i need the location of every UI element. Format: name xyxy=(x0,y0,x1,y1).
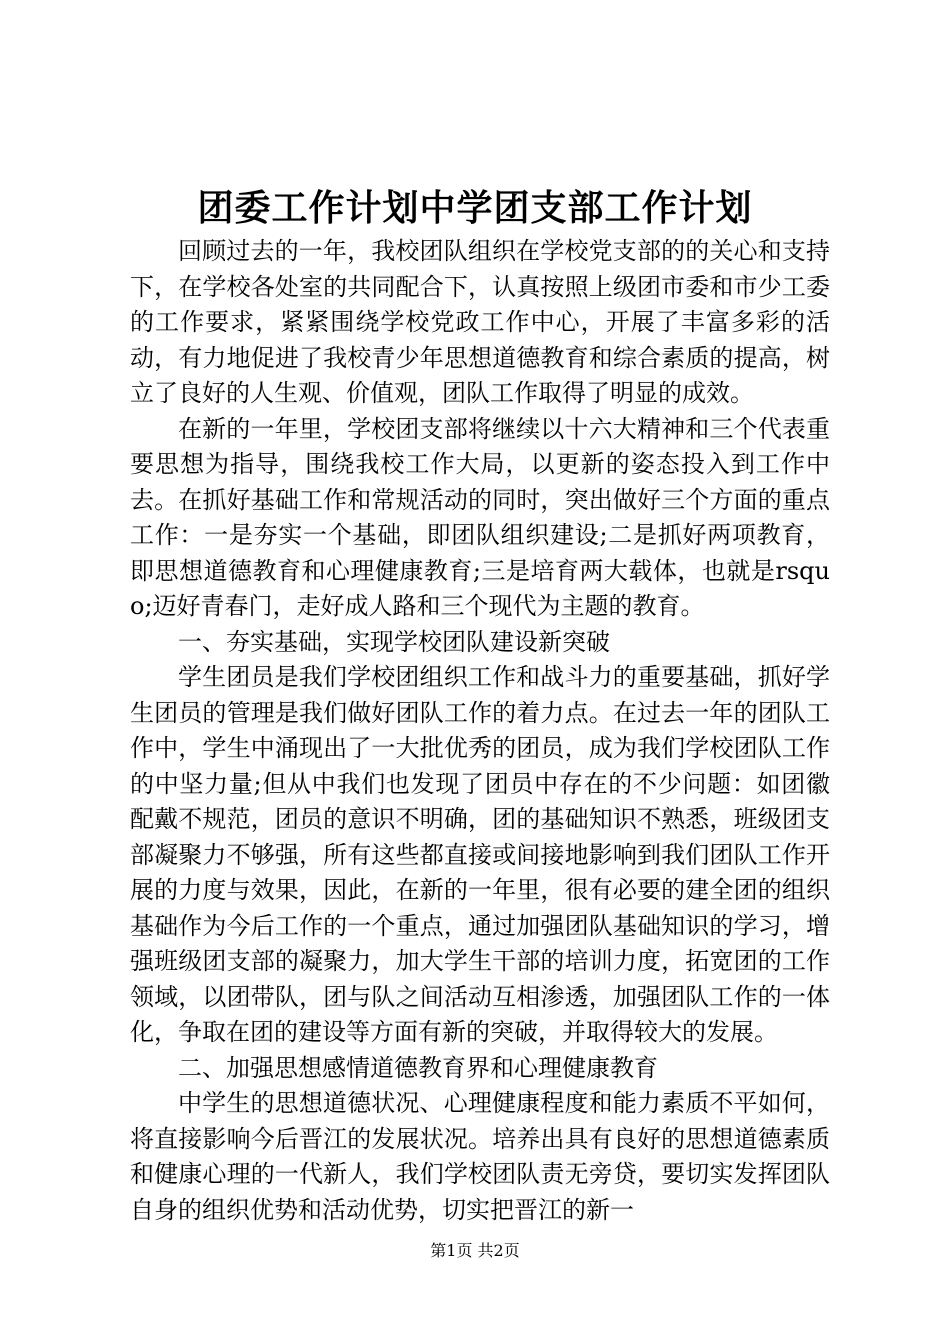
document-title: 团委工作计划中学团支部工作计划 xyxy=(197,187,753,229)
paragraph-moral-education: 中学生的思想道德状况、心理健康程度和能力素质不平如何，将直接影响今后晋江的发展状况。培养出具有良好的思想道德素质和健康心理的一代新人，我们学校团队责无旁贷，要切实发挥团队自身的组织优势和活动优势，切实把晋江的新一 xyxy=(130,1089,830,1224)
document-body xyxy=(130,234,830,1228)
page-footer: 第1页 共2页 xyxy=(430,1241,520,1260)
section-heading-1: 一、夯实基础，实现学校团队建设新突破 xyxy=(178,627,610,656)
paragraph-review: 回顾过去的一年，我校团队组织在学校党支部的的关心和支持下，在学校各处室的共同配合下，认真按照上级团市委和市少工委的工作要求，紧紧围绕学校党政工作中心，开展了丰富多彩的活动，有力地促进了我校青少年思想道德教育和综合素质的提高，树立了良好的人生观、价值观，团队工作取得了明显的成效。 xyxy=(130,237,830,407)
paragraph-new-year: 在新的一年里，学校团支部将继续以十六大精神和三个代表重要思想为指导，围绕我校工作大局，以更新的姿态投入到工作中去。在抓好基础工作和常规活动的同时，突出做好三个方面的重点工作：一是夯实一个基础，即团队组织建设;二是抓好两项教育，即思想道德教育和心理健康教育;三是培育两大载体，也就是rsquo;迈好青春门，走好成人路和三个现代为主题的教育。 xyxy=(130,414,830,620)
paragraph-members: 学生团员是我们学校团组织工作和战斗力的重要基础，抓好学生团员的管理是我们做好团队工作的着力点。在过去一年的团队工作中，学生中涌现出了一大批优秀的团员，成为我们学校团队工作的中坚力量;但从中我们也发现了团员中存在的不少问题：如团徽配戴不规范，团员的意识不明确，团的基础知识不熟悉，班级团支部凝聚力不够强，所有这些都直接或间接地影响到我们团队工作开展的力度与效果，因此，在新的一年里，很有必要的建全团的组织基础作为今后工作的一个重点，通过加强团队基础知识的学习，增强班级团支部的凝聚力，加大学生干部的培训力度，拓宽团的工作领域，以团带队，团与队之间活动互相渗透，加强团队工作的一体化，争取在团的建设等方面有新的突破，并取得较大的发展。 xyxy=(130,663,830,1046)
section-heading-2: 二、加强思想感情道德教育界和心理健康教育 xyxy=(178,1053,658,1082)
